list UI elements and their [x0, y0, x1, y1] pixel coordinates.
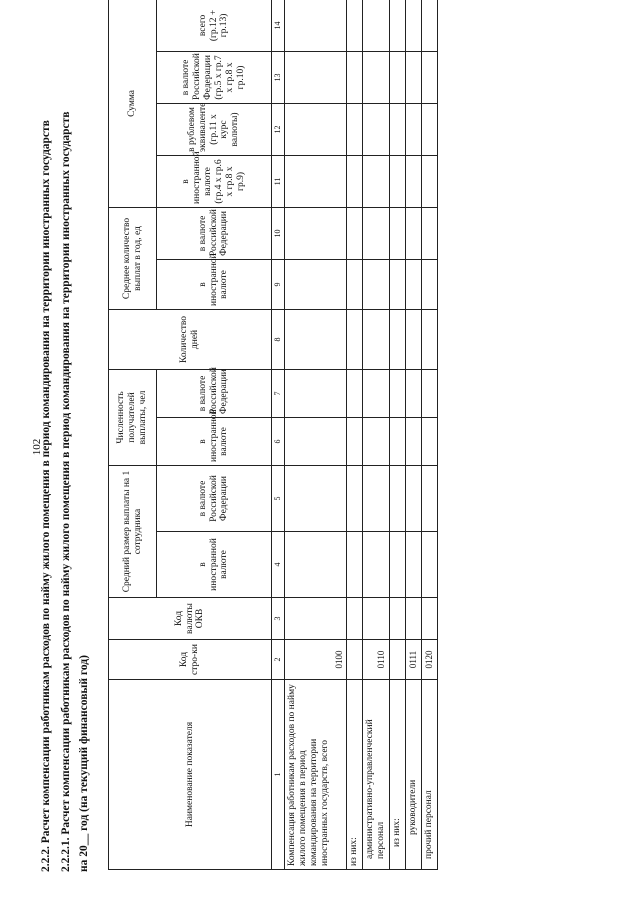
- cell: [347, 466, 363, 532]
- cell: [421, 155, 437, 207]
- cell: [362, 207, 389, 259]
- cell: [421, 51, 437, 103]
- header-avg-foreign: в иностранной валюте: [157, 532, 272, 598]
- cell: [389, 309, 405, 369]
- section-heading-2-2-2: 2.2.2. Расчет компенсации работникам расходов по найму жилого помещения в период командирования на территории иностранных государств: [40, 120, 52, 872]
- header-count-rub: в валюте Российской Федерации: [157, 207, 272, 259]
- col-number: 8: [272, 309, 285, 369]
- col-number: 6: [272, 418, 285, 466]
- header-name: Наименование показателя: [109, 680, 272, 870]
- section-heading-2-2-2-1: 2.2.2.1. Расчет компенсации работникам расходов по найму жилого помещения в период командирования на территории иностранных государств: [60, 111, 72, 872]
- row-code: [389, 640, 405, 680]
- cell: [389, 103, 405, 155]
- row-code: 0120: [421, 640, 437, 680]
- cell: [362, 309, 389, 369]
- cell: [362, 155, 389, 207]
- cell: [389, 466, 405, 532]
- header-sum-rub: в валюте Российской Федерации (гр.5 x гр.7 x гр.8 x гр.10): [157, 51, 272, 103]
- col-number: 2: [272, 640, 285, 680]
- column-numbers-row: [272, 0, 285, 870]
- cell: [389, 51, 405, 103]
- table-row: [405, 0, 421, 870]
- cell: [421, 207, 437, 259]
- cell: [285, 207, 347, 259]
- section-heading-year: на 20__ год (на текущий финансовый год): [78, 655, 90, 872]
- cell: [405, 155, 421, 207]
- rotated-page-content: [40, 9, 580, 872]
- header-currency-code: Код валюты ОКВ: [109, 598, 272, 640]
- header-sum-foreign: в иностранной валюте (гр.4 x гр.6 x гр.8 x гр.9): [157, 155, 272, 207]
- row-code: [347, 640, 363, 680]
- cell: [285, 155, 347, 207]
- header-sum: Сумма: [109, 0, 157, 207]
- header-avg-rub: в валюте Российской Федерации: [157, 466, 272, 532]
- cell: [389, 598, 405, 640]
- cell: [285, 309, 347, 369]
- cell: [347, 103, 363, 155]
- cell: [421, 418, 437, 466]
- cell: [347, 532, 363, 598]
- cell: [347, 51, 363, 103]
- cell: [347, 598, 363, 640]
- cell: [405, 103, 421, 155]
- header-days: Количество дней: [109, 309, 272, 369]
- cell: [285, 466, 347, 532]
- cell: [405, 51, 421, 103]
- cell: [285, 369, 347, 417]
- cell: [362, 103, 389, 155]
- cell: [405, 369, 421, 417]
- cell: [347, 0, 363, 51]
- page-number: 102: [31, 438, 43, 456]
- cell: [405, 0, 421, 51]
- row-name: прочий персонал: [421, 680, 437, 870]
- header-avg-payment: Средний размер выплаты на 1 сотрудника: [109, 466, 157, 598]
- col-number: 14: [272, 0, 285, 51]
- cell: [285, 0, 347, 51]
- row-code: 0100: [285, 640, 347, 680]
- cell: [285, 259, 347, 309]
- cell: [362, 466, 389, 532]
- cell: [389, 418, 405, 466]
- row-name: из них:: [389, 680, 405, 870]
- row-name: руководители: [405, 680, 421, 870]
- cell: [362, 259, 389, 309]
- cell: [347, 207, 363, 259]
- header-count-foreign: в иностранной валюте: [157, 259, 272, 309]
- row-name: Компенсация работникам расходов по найму жилого помещения в период командирования на территории иностранных государств, всего: [285, 680, 347, 870]
- row-name: из них:: [347, 680, 363, 870]
- cell: [362, 598, 389, 640]
- cell: [362, 51, 389, 103]
- compensation-table: [108, 0, 438, 870]
- cell: [347, 155, 363, 207]
- col-number: 5: [272, 466, 285, 532]
- cell: [285, 103, 347, 155]
- col-number: 12: [272, 103, 285, 155]
- cell: [421, 103, 437, 155]
- header-avg-count: Среднее количество выплат в год, ед: [109, 207, 157, 309]
- col-number: 4: [272, 532, 285, 598]
- cell: [362, 532, 389, 598]
- cell: [421, 369, 437, 417]
- col-number: 7: [272, 369, 285, 417]
- cell: [405, 309, 421, 369]
- cell: [285, 598, 347, 640]
- col-number: 13: [272, 51, 285, 103]
- table-row: [389, 0, 405, 870]
- col-number: 1: [272, 680, 285, 870]
- cell: [421, 532, 437, 598]
- cell: [421, 309, 437, 369]
- table-row: [347, 0, 363, 870]
- row-code: 0111: [405, 640, 421, 680]
- cell: [347, 369, 363, 417]
- table-row: [285, 0, 347, 870]
- cell: [389, 0, 405, 51]
- cell: [347, 418, 363, 466]
- cell: [347, 309, 363, 369]
- cell: [405, 259, 421, 309]
- cell: [389, 155, 405, 207]
- cell: [421, 598, 437, 640]
- row-code: 0110: [362, 640, 389, 680]
- col-number: 3: [272, 598, 285, 640]
- col-number: 11: [272, 155, 285, 207]
- cell: [285, 532, 347, 598]
- cell: [405, 418, 421, 466]
- cell: [285, 418, 347, 466]
- cell: [362, 418, 389, 466]
- cell: [362, 369, 389, 417]
- cell: [405, 466, 421, 532]
- header-recipients-rub: в валюте Российской Федерации: [157, 369, 272, 417]
- cell: [421, 259, 437, 309]
- cell: [405, 598, 421, 640]
- cell: [421, 466, 437, 532]
- cell: [405, 532, 421, 598]
- cell: [389, 369, 405, 417]
- cell: [389, 259, 405, 309]
- table-row: [362, 0, 389, 870]
- cell: [389, 532, 405, 598]
- header-sum-total: всего (гр.12 + гр.13): [157, 0, 272, 51]
- table-row: [421, 0, 437, 870]
- cell: [347, 259, 363, 309]
- header-recipients-foreign: в иностранной валюте: [157, 418, 272, 466]
- col-number: 10: [272, 207, 285, 259]
- header-row-code: Код стро-ки: [109, 640, 272, 680]
- header-recipients: Численность получателей выплаты, чел: [109, 369, 157, 465]
- cell: [362, 0, 389, 51]
- cell: [421, 0, 437, 51]
- row-name: административно-управленческий персонал: [362, 680, 389, 870]
- cell: [405, 207, 421, 259]
- header-sum-rub-equiv: в рублевом эквиваленте (гр.11 x курс валюты): [157, 103, 272, 155]
- cell: [389, 207, 405, 259]
- cell: [285, 51, 347, 103]
- col-number: 9: [272, 259, 285, 309]
